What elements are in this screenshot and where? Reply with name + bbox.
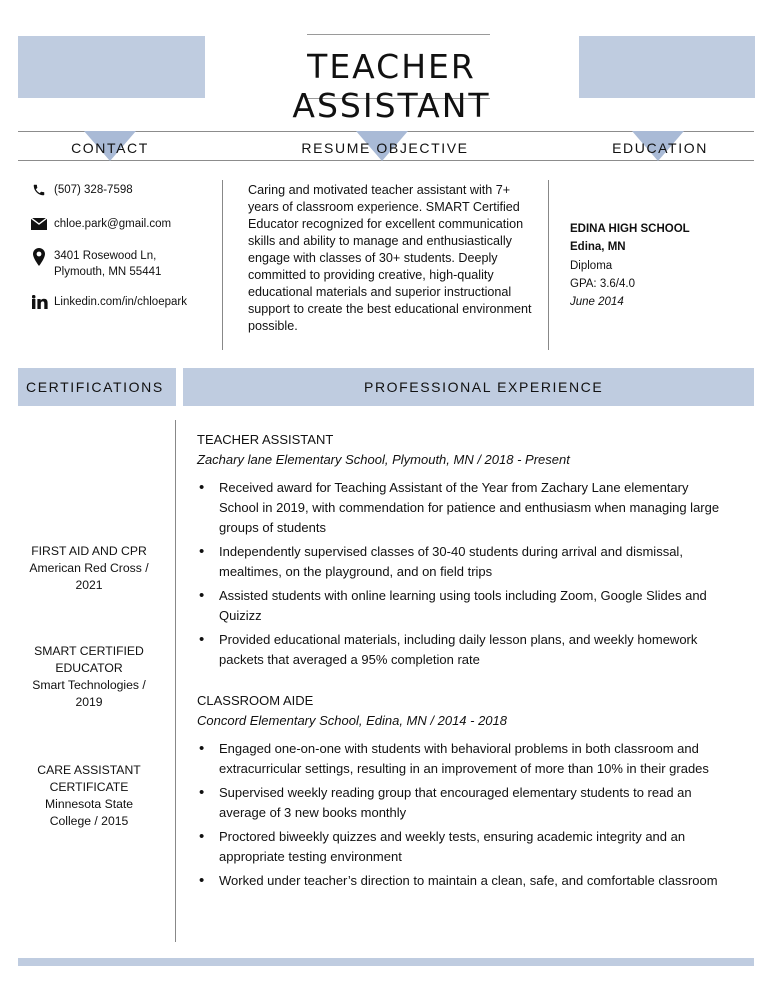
certification-item: FIRST AID AND CPR American Red Cross / 2021 (29, 544, 149, 592)
certification-item: SMART CERTIFIED EDUCATOR Smart Technologies / 2019 (32, 644, 146, 709)
map-pin-icon (30, 248, 48, 266)
divider-contact-objective (222, 180, 223, 350)
objective-heading: RESUME OBJECTIVE (301, 140, 469, 156)
list-item: • Proctored biweekly quizzes and weekly tests, ensuring academic integrity and an appropriate testing environment (197, 827, 727, 867)
phone-icon (30, 182, 48, 198)
list-item: • Supervised weekly reading group that encouraged elementary students to read an average of 3 new books monthly (197, 783, 727, 823)
education-location: Edina, MN (570, 241, 626, 253)
list-item: • Independently supervised classes of 30-40 students during arrival and dismissal, mealtimes, on the playground, and on field trips (197, 542, 727, 582)
experience-heading: PROFESSIONAL EXPERIENCE (364, 379, 604, 395)
contact-heading: CONTACT (71, 140, 149, 156)
job-title: CLASSROOM AIDE (197, 693, 314, 708)
divider-certifications-experience (175, 420, 176, 942)
contact-address (30, 248, 161, 280)
header-top-rule (307, 34, 490, 35)
job-bullets (197, 739, 727, 895)
certifications-heading: CERTIFICATIONS (26, 379, 164, 395)
list-item: • Assisted students with online learning using tools including Zoom, Google Slides and Quizizz (197, 586, 727, 626)
job-title: TEACHER ASSISTANT (197, 432, 334, 447)
header-right-block (579, 36, 755, 98)
job-org: Zachary lane Elementary School, Plymouth, MN / 2018 - Present (197, 452, 570, 467)
list-item: • Received award for Teaching Assistant of the Year from Zachary Lane elementary School in 2019, with commendation for patience and enthusiasm when managing large groups of students (197, 478, 727, 538)
linkedin-text: Linkedin.com/in/chloepark (54, 296, 187, 308)
education-heading: EDUCATION (612, 140, 708, 156)
list-item: • Engaged one-on-one with students with behavioral problems in both classroom and extracurricular settings, resulting in an improvement of more than 10% in their grades (197, 739, 727, 779)
objective-text: Caring and motivated teacher assistant with 7+ years of classroom experience. SMART Certified Educator recognized for excellent communication skills and ability to manage and enthusiastically engage with classes of 30+ students. Deeply committed to providing creative, high-quality educational materials and superior instructional support to create the best educational environment possible. (248, 183, 532, 333)
divider-objective-education (548, 180, 549, 350)
education-degree: Diploma (570, 260, 613, 272)
address-text: 3401 Rosewood Ln, Plymouth, MN 55441 (54, 250, 162, 278)
contact-linkedin[interactable] (32, 294, 187, 310)
footer-bar (18, 958, 754, 966)
envelope-icon (30, 216, 48, 232)
list-item: • Provided educational materials, including daily lesson plans, and weekly homework packets that averaged a 95% completion rate (197, 630, 727, 670)
job-org: Concord Elementary School, Edina, MN / 2014 - 2018 (197, 713, 508, 728)
list-item: • Worked under teacher’s direction to maintain a clean, safe, and comfortable classroom (197, 871, 727, 891)
contact-email[interactable] (30, 216, 171, 232)
phone-text: (507) 328-7598 (54, 184, 133, 196)
resume-name-title: TEACHER ASSISTANT (292, 47, 491, 125)
header-left-block (18, 36, 205, 98)
education-gpa: GPA: 3.6/4.0 (570, 278, 635, 290)
email-text: chloe.park@gmail.com (54, 218, 172, 230)
job-bullets (197, 478, 727, 674)
contact-phone[interactable] (30, 182, 133, 198)
certification-item: CARE ASSISTANT CERTIFICATE Minnesota State College / 2015 (37, 763, 141, 828)
education-school: EDINA HIGH SCHOOL (570, 223, 690, 235)
education-date: June 2014 (570, 296, 624, 308)
linkedin-icon (32, 294, 50, 310)
